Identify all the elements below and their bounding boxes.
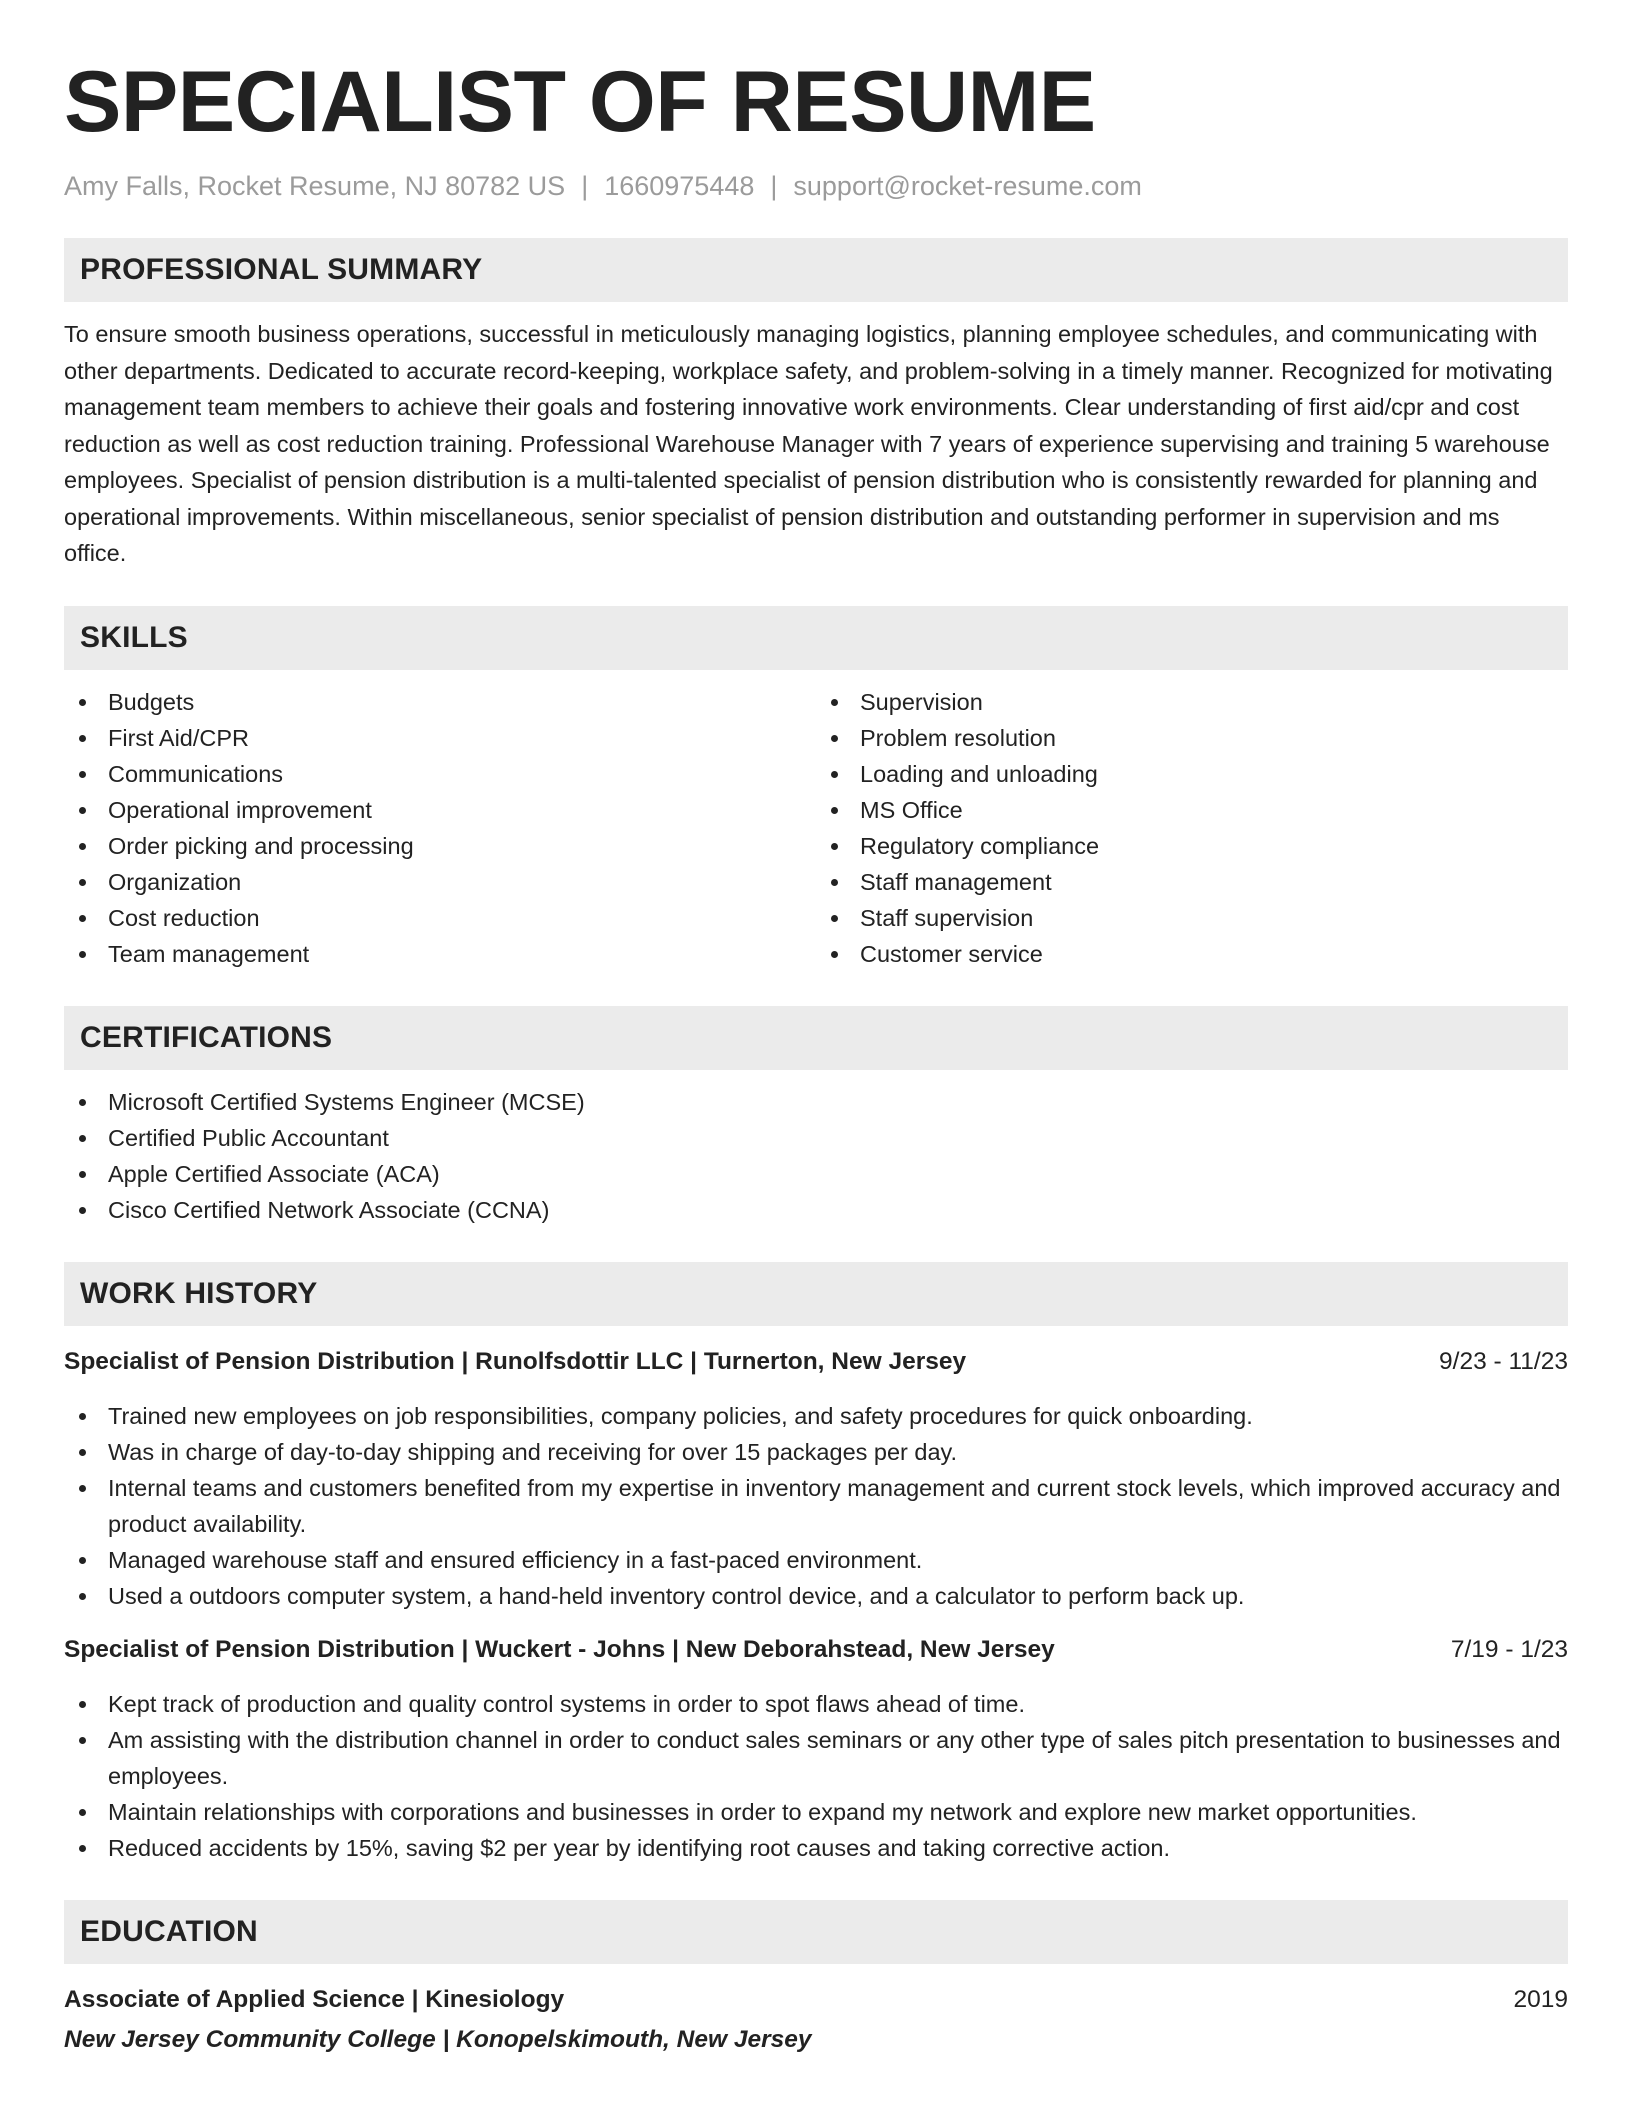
contact-address: Amy Falls, Rocket Resume, NJ 80782 US: [64, 171, 566, 201]
skills-section-title: SKILLS: [80, 620, 188, 654]
skill-item: Cost reduction: [64, 900, 816, 936]
job-dates: 7/19 - 1/23: [1450, 1635, 1568, 1663]
skill-item: Budgets: [64, 684, 816, 720]
job-bullet: Was in charge of day-to-day shipping and receiving for over 15 packages per day.: [64, 1434, 1568, 1470]
contact-separator: |: [770, 171, 778, 201]
skill-item: Order picking and processing: [64, 828, 816, 864]
work-section-header: [64, 1262, 1568, 1326]
job-bullets: [64, 1398, 1568, 1614]
job-entry: [64, 1344, 1568, 1614]
skill-item: Team management: [64, 936, 816, 972]
summary-section-title: PROFESSIONAL SUMMARY: [80, 253, 483, 286]
certification-item: Cisco Certified Network Associate (CCNA): [64, 1192, 1568, 1228]
skill-item: Supervision: [816, 684, 1568, 720]
education-section-title: EDUCATION: [80, 1914, 258, 1948]
education-header: [64, 1982, 1568, 2018]
certifications-section-header: [64, 1006, 1568, 1070]
certification-item: Apple Certified Associate (ACA): [64, 1156, 1568, 1192]
contact-line: [64, 168, 1568, 204]
education-year: 2019: [1513, 1985, 1568, 2013]
skill-item: Communications: [64, 756, 816, 792]
job-heading: Specialist of Pension Distribution | Runolfsdottir LLC | Turnerton, New Jersey: [64, 1347, 967, 1375]
education-section-header: [64, 1900, 1568, 1964]
contact-phone: 1660975448: [604, 171, 755, 201]
skills-list-left: [64, 684, 816, 972]
contact-separator: |: [581, 171, 589, 201]
skill-item: Staff supervision: [816, 900, 1568, 936]
certification-item: Microsoft Certified Systems Engineer (MCSE): [64, 1084, 1568, 1120]
skill-item: Loading and unloading: [816, 756, 1568, 792]
work-section-title: WORK HISTORY: [80, 1276, 318, 1310]
job-entry: [64, 1632, 1568, 1866]
job-heading: Specialist of Pension Distribution | Wuckert - Johns | New Deborahstead, New Jersey: [64, 1635, 1055, 1663]
skill-item: Organization: [64, 864, 816, 900]
certifications-list: [64, 1084, 1568, 1228]
job-bullet: Internal teams and customers benefited from my expertise in inventory management and current stock levels, which improved accuracy and product availability.: [64, 1470, 1568, 1542]
summary-text: To ensure smooth business operations, successful in meticulously managing logistics, planning employee schedules, and communicating with other departments. Dedicated to accurate record-keeping, workplace safety, and problem-solving in a timely manner. Recognized for motivating management team members to achieve their goals and fostering innovative work environments. Clear understanding of first aid/cpr and cost reduction as well as cost reduction training. Professional Warehouse Manager with 7 years of experience supervising and training 5 warehouse employees. Specialist of pension distribution is a multi-talented specialist of pension distribution who is consistently rewarded for planning and operational improvements. Within miscellaneous, senior specialist of pension distribution and outstanding performer in supervision and ms office.: [64, 321, 1553, 566]
certification-item: Certified Public Accountant: [64, 1120, 1568, 1156]
job-bullet: Maintain relationships with corporations and businesses in order to expand my network and explore new market opportunities.: [64, 1794, 1568, 1830]
education-degree: Associate of Applied Science | Kinesiology: [64, 1985, 565, 2013]
job-bullet: Kept track of production and quality control systems in order to spot flaws ahead of time.: [64, 1686, 1568, 1722]
certifications-section-title: CERTIFICATIONS: [80, 1020, 333, 1054]
skill-item: Customer service: [816, 936, 1568, 972]
skills-section-header: [64, 606, 1568, 670]
resume-name: SPECIALIST OF RESUME: [64, 54, 1096, 150]
skills-grid: [64, 670, 1568, 972]
job-header: [64, 1344, 1568, 1380]
skill-item: MS Office: [816, 792, 1568, 828]
job-bullet: Reduced accidents by 15%, saving $2 per year by identifying root causes and taking corrective action.: [64, 1830, 1568, 1866]
skill-item: First Aid/CPR: [64, 720, 816, 756]
education-school: New Jersey Community College | Konopelskimouth, New Jersey: [64, 2025, 812, 2053]
skill-item: Problem resolution: [816, 720, 1568, 756]
job-bullet: Am assisting with the distribution channel in order to conduct sales seminars or any other type of sales pitch presentation to businesses and employees.: [64, 1722, 1568, 1794]
summary-section-header: [64, 238, 1568, 302]
skills-list-right: [816, 684, 1568, 972]
job-header: [64, 1632, 1568, 1668]
skill-item: Staff management: [816, 864, 1568, 900]
skill-item: Regulatory compliance: [816, 828, 1568, 864]
contact-email: support@rocket-resume.com: [793, 171, 1142, 201]
skill-item: Operational improvement: [64, 792, 816, 828]
job-bullet: Trained new employees on job responsibilities, company policies, and safety procedures for quick onboarding.: [64, 1398, 1568, 1434]
job-bullets: [64, 1686, 1568, 1866]
job-bullet: Managed warehouse staff and ensured efficiency in a fast-paced environment.: [64, 1542, 1568, 1578]
job-dates: 9/23 - 11/23: [1439, 1347, 1568, 1375]
job-bullet: Used a outdoors computer system, a hand-held inventory control device, and a calculator to perform back up.: [64, 1578, 1568, 1614]
